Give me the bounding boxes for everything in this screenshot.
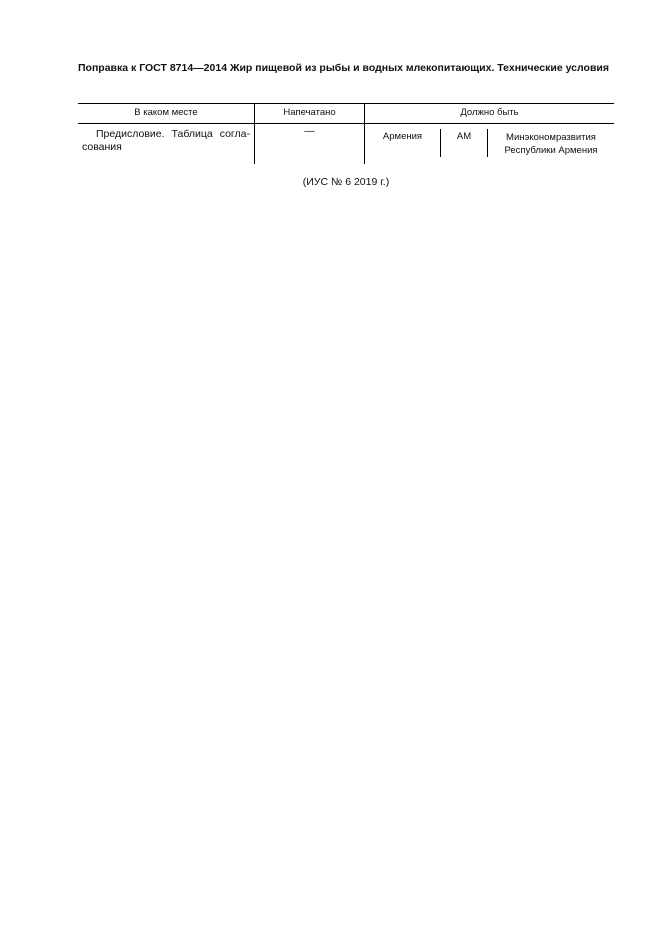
table-header-rule [78, 123, 614, 124]
cell-country-code: AM [456, 131, 472, 142]
header-printed: Напечатано [283, 107, 336, 118]
header-place: В каком месте [134, 107, 198, 118]
cell-standards-body [488, 131, 614, 157]
page-title: Поправка к ГОСТ 8714—2014 Жир пищевой из рыбы и водных млекопитающих. Технические условия [78, 62, 610, 74]
cell-place: Предисловие. Таблица согла-сования [82, 128, 250, 153]
standards-body-line: Минэкономразвития [506, 132, 596, 143]
cell-country: Армения [382, 131, 423, 142]
header-should-be: Должно быть [460, 107, 519, 118]
source-note: (ИУС № 6 2019 г.) [302, 176, 390, 188]
amendment-table [78, 103, 614, 164]
table-top-rule [78, 103, 614, 104]
cell-printed: — [304, 125, 315, 137]
standards-body-line: Республики Армения [504, 145, 598, 156]
